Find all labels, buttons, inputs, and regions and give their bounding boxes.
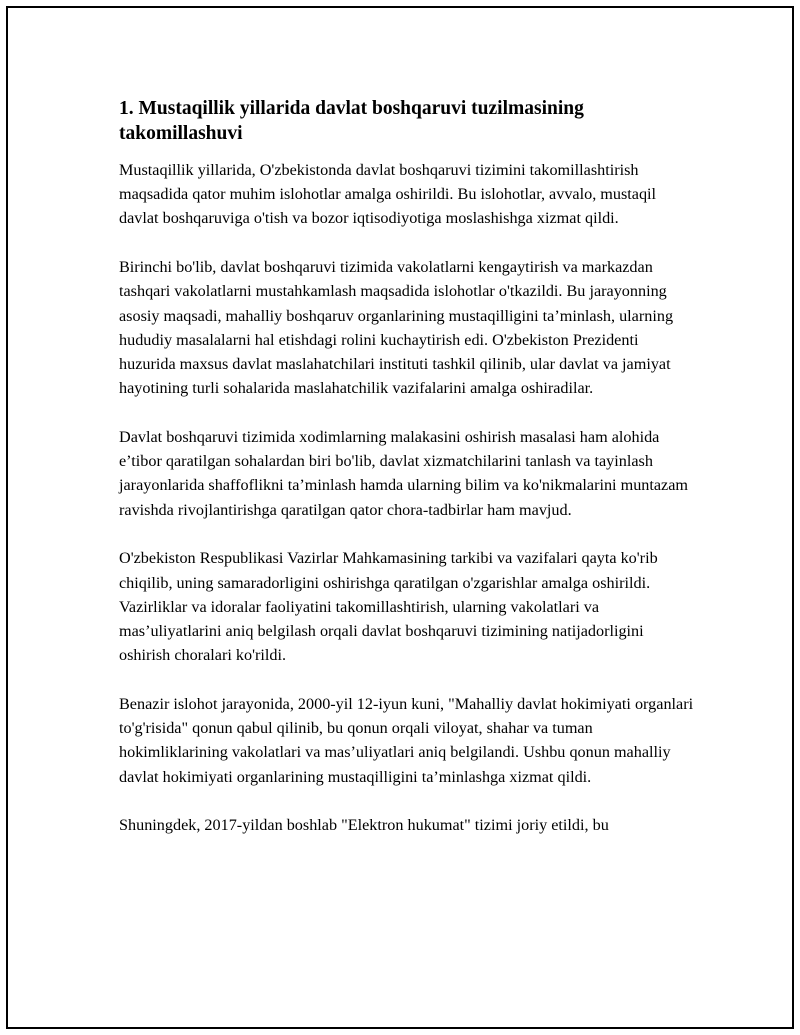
paragraph-decentralization: Birinchi bo'lib, davlat boshqaruvi tizimida vakolatlarni kengaytirish va markazdan tashqari vakolatlarni mustahkamlash maqsadida islohotlar o'tkazildi. Bu jarayonning asosiy maqsadi, mahalliy boshqaruv organlarining mustaqilligini ta’minlash, ularning hududiy masalalarni hal etishdagi rolini kuchaytirish edi. O'zbekiston Prezidenti huzurida maxsus davlat maslahatchilari instituti tashkil qilinib, ular davlat va jamiyat hayotining turli sohalarida maslahatchilik vazifalarini amalga oshiradilar. [119,258,674,398]
document-content [119,96,694,862]
paragraph-e-government: Shuningdek, 2017-yildan boshlab "Elektron hukumat" tizimi joriy etildi, bu [119,816,609,835]
paragraph-intro: Mustaqillik yillarida, O'zbekistonda davlat boshqaruvi tizimini takomillashtirish maqsadida qator muhim islohotlar amalga oshirildi. Bu islohotlar, avvalo, mustaqil davlat boshqaruviga o'tish va bozor iqtisodiyotiga moslashishga xizmat qildi. [119,161,657,228]
paragraph-staff-qualification: Davlat boshqaruvi tizimida xodimlarning malakasini oshirish masalasi ham alohida e’tibor qaratilgan sohalardan biri bo'lib, davlat xizmatchilarini tanlash va tayinlash jarayonlarida shaffoflikni ta’minlash hamda ularning bilim va ko'nikmalarini muntazam ravishda rivojlantirishga qaratilgan qator chora-tadbirlar ham mavjud. [119,428,689,519]
document-page [6,6,794,1029]
paragraph-local-government-law: Benazir islohot jarayonida, 2000-yil 12-iyun kuni, "Mahalliy davlat hokimiyati organlari to'g'risida" qonun qabul qilinib, bu qonun orqali viloyat, shahar va tuman hokimliklarining vakolatlari va mas’uliyatlari aniq belgilandi. Ushbu qonun mahalliy davlat hokimiyati organlarining mustaqilligini ta’minlashga xizmat qildi. [119,695,694,786]
paragraph-cabinet-reform: O'zbekiston Respublikasi Vazirlar Mahkamasining tarkibi va vazifalari qayta ko'rib chiqilib, uning samaradorligini oshirishga qaratilgan o'zgarishlar amalga oshirildi. Vazirliklar va idoralar faoliyatini takomillashtirish, ularning vakolatlari va mas’uliyatlarini aniq belgilash orqali davlat boshqaruvi tizimining natijadorligini oshirish choralari ko'rildi. [119,549,658,665]
section-heading: 1. Mustaqillik yillarida davlat boshqaruvi tuzilmasining takomillashuvi [119,98,584,144]
